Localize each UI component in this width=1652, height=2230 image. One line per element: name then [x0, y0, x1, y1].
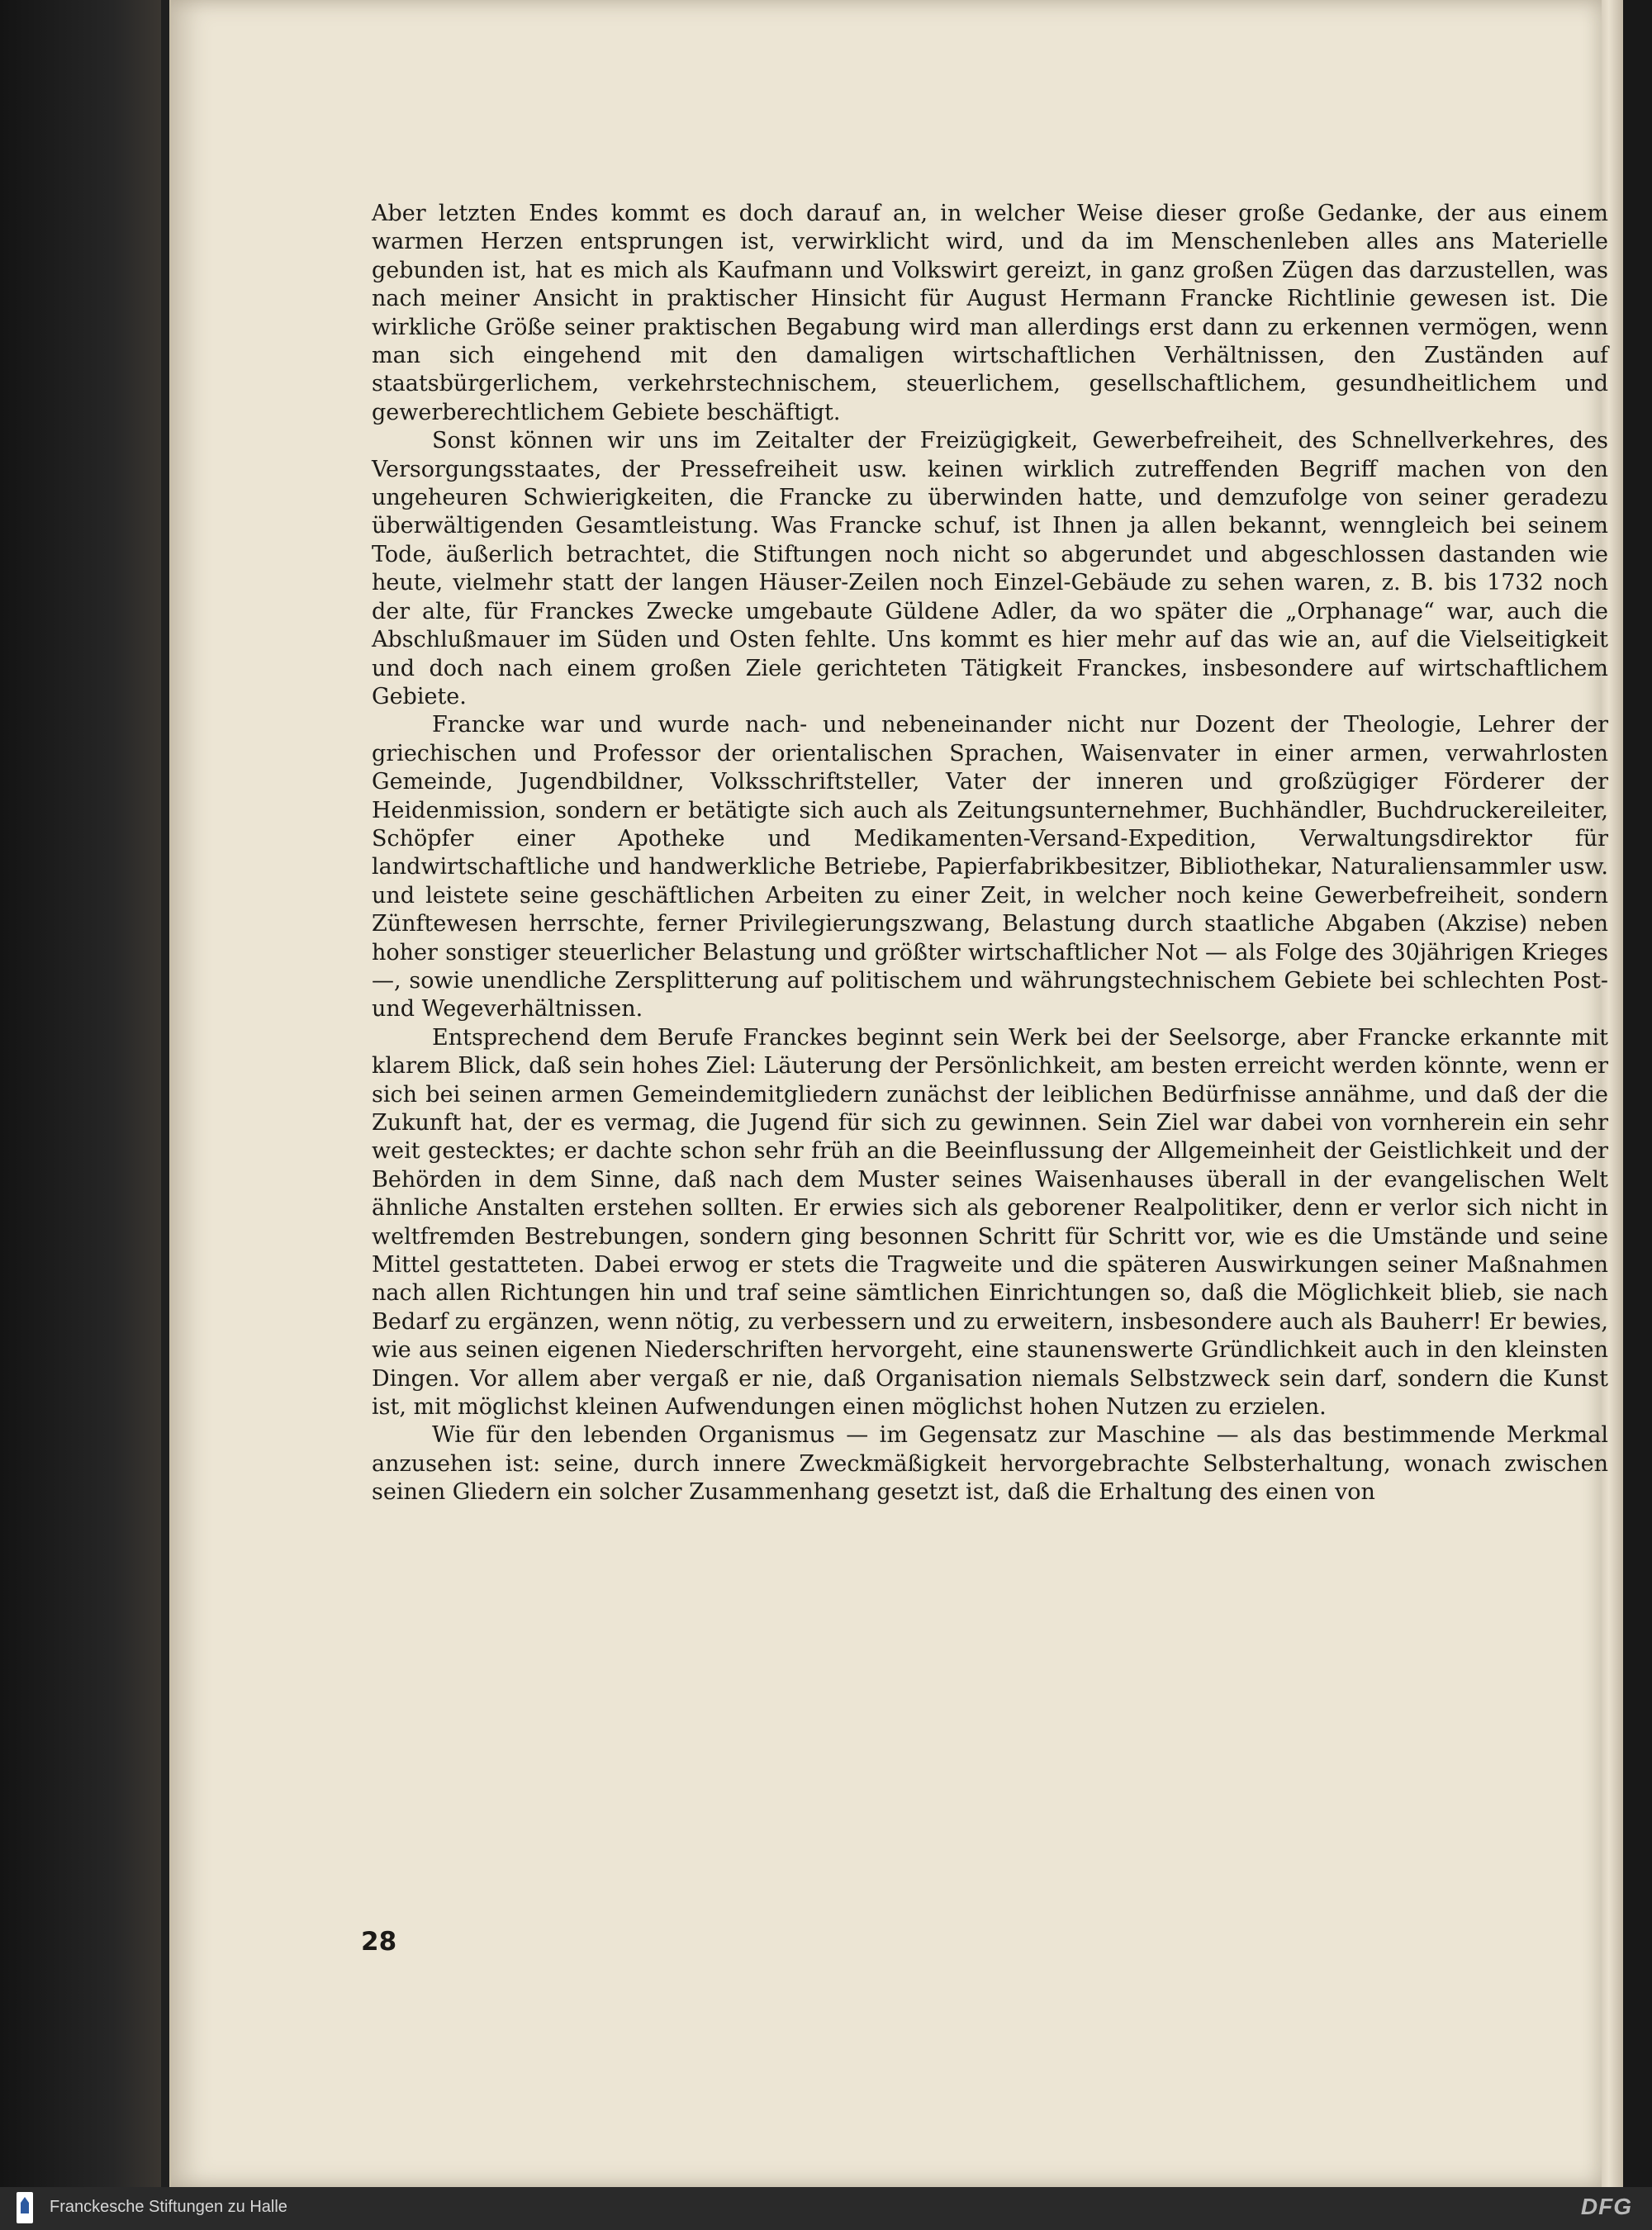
paragraph-5: Wie für den lebenden Organismus — im Gegensatz zur Maschine — als das bestimmende Merkmal anzusehen ist: seine, durch innere Zweckmäßigkeit hervorgebrachte Selbsterhaltung, wonach zwischen seinen Gliedern ein solcher Zusammenhang gesetzt ist, daß die Erhaltung des einen von	[372, 1422, 1608, 1506]
paragraph-3: Francke war und wurde nach- und nebeneinander nicht nur Dozent der Theologie, Lehrer der griechischen und Professor der orientalischen Sprachen, Waisenvater in einer armen, verwahrlosten Gemeinde, Jugendbildner, Volksschriftsteller, Vater der inneren und großzügiger Förderer der Heidenmission, sondern er betätigte sich auch als Zeitungsunternehmer, Buchhändler, Buchdruckereileiter, Schöpfer einer Apotheke und Medikamenten-Versand-Expedition, Verwaltungsdirektor für landwirtschaftliche und handwerkliche Betriebe, Papierfabrikbesitzer, Bibliothekar, Naturaliensammler usw. und leistete seine geschäftlichen Arbeiten zu einer Zeit, in welcher noch keine Gewerbefreiheit, sondern Zünftewesen herrschte, ferner Privilegierungszwang, Belastung durch staatliche Abgaben (Akzise) neben hoher sonstiger steuerlicher Belastung und größter wirtschaftlicher Not — als Folge des 30jährigen Krieges —, sowie unendliche Zersplitterung auf politischem und währungstechnischem Gebiete bei schlechten Post- und Wegeverhältnissen.	[372, 712, 1608, 1022]
document-page	[169, 0, 1608, 2187]
dfg-logo[interactable]: DFG	[1580, 2194, 1632, 2219]
scan-edge-right	[1623, 0, 1652, 2187]
page-number: 28	[361, 1927, 397, 1957]
paragraph-2: Sonst können wir uns im Zeitalter der Freizügigkeit, Gewerbefreiheit, des Schnellverkehres, des Versorgungsstaates, der Pressefreiheit usw. keinen wirklich zutreffenden Begriff machen von den ungeheuren Schwierigkeiten, die Francke zu überwinden hatte, und demzufolge von seiner geradezu überwältigenden Gesamtleistung. Was Francke schuf, ist Ihnen ja allen bekannt, wenngleich bei seinem Tode, äußerlich betrachtet, die Stiftungen noch nicht so abgerundet und abgeschlossen dastanden wie heute, vielmehr statt der langen Häuser-Zeilen noch Einzel-Gebäude zu sehen waren, z. B. bis 1732 noch der alte, für Franckes Zwecke umgebaute Güldene Adler, da wo später die „Orphanage“ war, auch die Abschlußmauer im Süden und Osten fehlte. Uns kommt es hier mehr auf das wie an, auf die Vielseitigkeit und doch nach einem großen Ziele gerichteten Tätigkeit Franckes, insbesondere auf wirtschaftlichem Gebiete.	[372, 428, 1608, 709]
footer-institution-label[interactable]: Franckesche Stiftungen zu Halle	[50, 2198, 287, 2216]
paragraph-1: Aber letzten Endes kommt es doch darauf an, in welcher Weise dieser große Gedanke, der aus einem warmen Herzen entsprungen ist, verwirklicht wird, und da im Menschenleben alles ans Materielle gebunden ist, hat es mich als Kaufmann und Volkswirt gereizt, in ganz großen Zügen das darzustellen, was nach meiner Ansicht in praktischer Hinsicht für August Hermann Francke Richtlinie gewesen ist. Die wirkliche Größe seiner praktischen Begabung wird man allerdings erst dann zu erkennen vermögen, wenn man sich eingehend mit den damaligen wirtschaftlichen Verhältnissen, den Zuständen auf staatsbürgerlichem, verkehrstechnischem, steuerlichem, gesellschaftlichem, gesundheitlichem und gewerberechtlichem Gebiete beschäftigt.	[372, 201, 1608, 425]
paragraph-4: Entsprechend dem Berufe Franckes beginnt sein Werk bei der Seelsorge, aber Francke erkannte mit klarem Blick, daß sein hohes Ziel: Läuterung der Persönlichkeit, am besten erreicht werden könnte, wenn er sich bei seinen armen Gemeindemitgliedern zunächst der leiblichen Bedürfnisse annähme, und daß der die Zukunft hat, der es vermag, die Jugend für sich zu gewinnen. Sein Ziel war dabei von vornherein ein sehr weit gestecktes; er dachte schon sehr früh an die Beeinflussung der Allgemeinheit der Geistlichkeit und der Behörden in dem Sinne, daß nach dem Muster seines Waisenhauses überall in der evangelischen Welt ähnliche Anstalten erstehen sollten. Er erwies sich als geborener Realpolitiker, denn er verlor sich nicht in weltfremden Bestrebungen, sondern ging besonnen Schritt für Schritt vor, wie es die Umstände und seine Mittel gestatteten. Dabei erwog er stets die Tragweite und die späteren Auswirkungen seiner Maßnahmen nach allen Richtungen hin und traf seine sämtlichen Einrichtungen so, daß die Möglichkeit blieb, sie nach Bedarf zu ergänzen, wenn nötig, zu verbessern und zu erweitern, insbesondere auch als Bauherr! Er bewies, wie aus seinen eigenen Niederschriften hervorgeht, eine staunenswerte Gründlichkeit auch in den kleinsten Dingen. Vor allem aber vergaß er nie, daß Organisation niemals Selbstzweck sein darf, sondern die Kunst ist, mit möglichst kleinen Aufwendungen einen möglichst hohen Nutzen zu erzielen.	[372, 1024, 1608, 1421]
body-text	[372, 200, 1608, 1507]
scan-edge-left	[0, 0, 161, 2187]
